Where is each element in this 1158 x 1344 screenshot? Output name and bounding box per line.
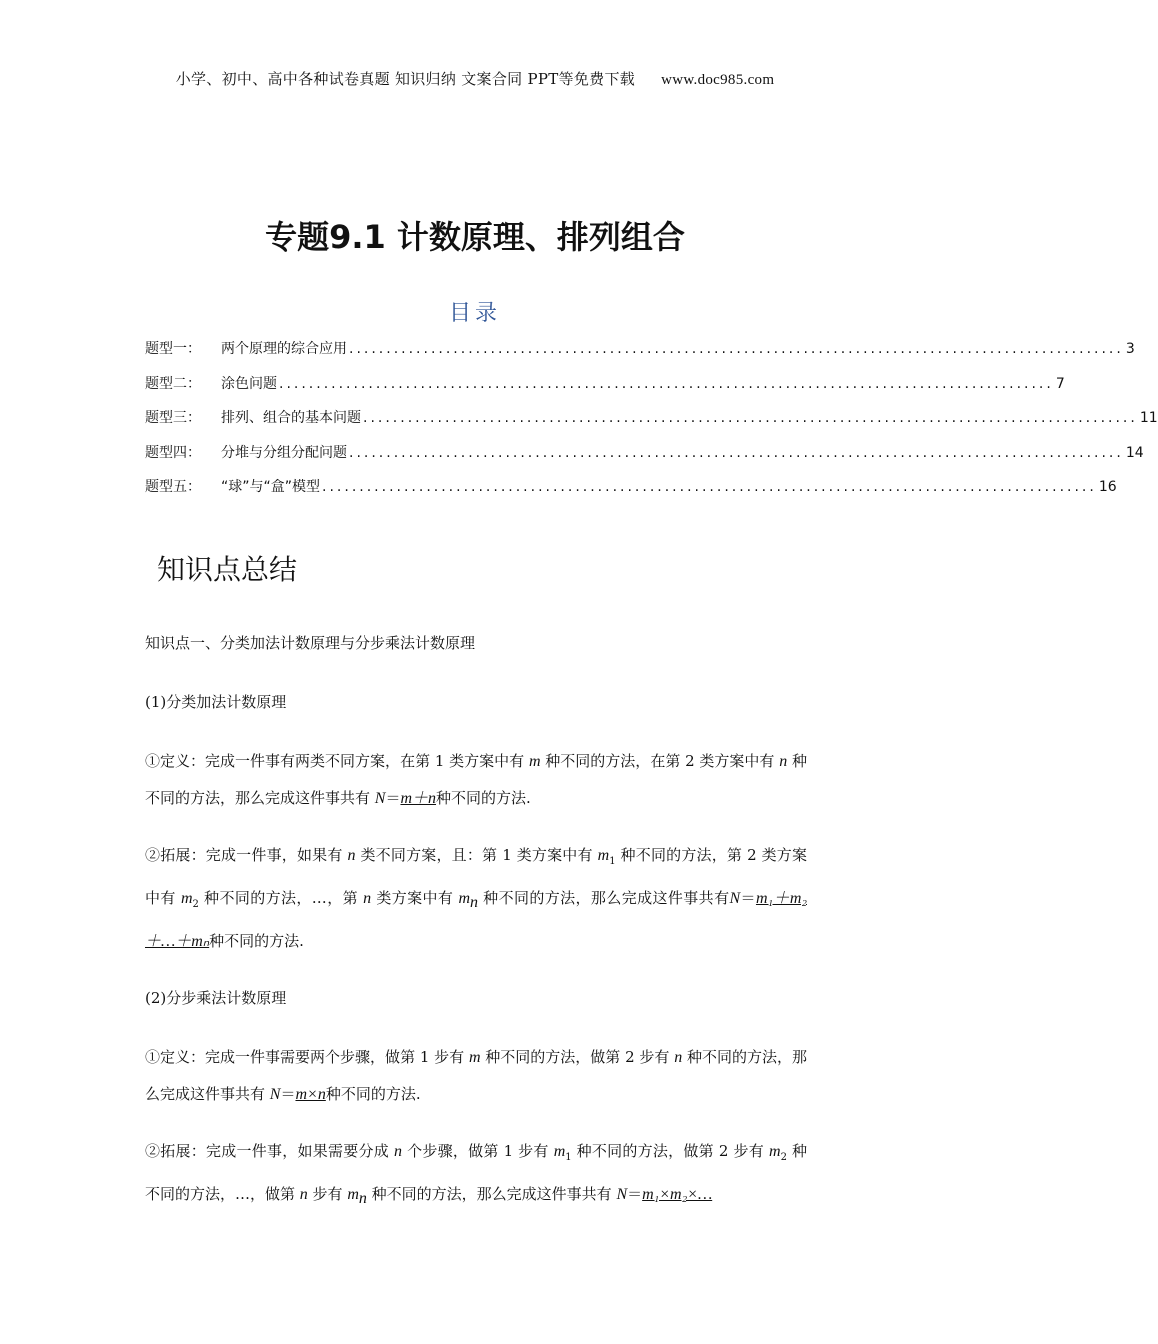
equals-sign: ＝ (385, 789, 401, 807)
text-run: 种不同的方法，那么完成这件事共有 (478, 889, 730, 907)
knowledge-point-title: 知识点一、分类加法计数原理与分步乘法计数原理 (145, 634, 476, 652)
page-title: 专题9.1 计数原理、排列组合 (265, 218, 685, 256)
toc-item[interactable] (145, 442, 1144, 477)
toc-leader: ........................................................................................................ (322, 479, 1097, 495)
text-run: 步有 (307, 1185, 348, 1203)
text-run: 种不同的方法. (436, 789, 531, 807)
math-var: n (347, 847, 356, 864)
toc-item-text: 两个原理的综合应用 (221, 341, 347, 357)
equals-sign: ＝ (740, 889, 756, 907)
header-site-link[interactable]: www.doc985.com (661, 72, 775, 88)
subscript: n (470, 894, 479, 911)
toc-item-page: 11 (1139, 410, 1158, 426)
text-run: 种不同的方法，…，第 (198, 889, 364, 907)
subscript: 2 (780, 1152, 787, 1163)
math-var: m (769, 1143, 781, 1160)
text-run: 种不同的方法. (325, 1085, 421, 1103)
toc-item-label: 题型四： (145, 444, 201, 461)
toc-item[interactable] (145, 338, 1135, 373)
table-of-contents (145, 338, 1158, 511)
subscript: 2 (192, 899, 199, 910)
toc-item-page: 14 (1125, 444, 1144, 461)
header-tagline: 小学、初中、高中各种试卷真题 知识归纳 文案合同 PPT等免费下载 (175, 70, 636, 88)
addition-principle-extension (145, 837, 807, 960)
toc-leader: ........................................................................................................ (279, 375, 1054, 392)
text-run: ②拓展：完成一件事，如果需要分成 (145, 1142, 395, 1160)
math-var: n (394, 1143, 403, 1160)
formula: m＋n (400, 790, 437, 807)
multiplication-principle-definition (145, 1039, 807, 1113)
text-run: 种不同的方法，那么完成这件事共有 (366, 1185, 617, 1203)
math-var: n (674, 1049, 683, 1066)
formula: m₁×m₂×… (642, 1186, 713, 1203)
addition-principle-definition (145, 743, 807, 817)
math-var: m (458, 890, 471, 907)
equals-sign: ＝ (627, 1185, 643, 1203)
multiplication-principle-title: (2)分步乘法计数原理 (145, 989, 287, 1007)
toc-heading: 目录 (448, 301, 501, 326)
toc-item-label: 题型一： (145, 341, 201, 357)
math-var: N (616, 1186, 628, 1203)
toc-item[interactable] (145, 373, 1065, 408)
text-run: 类方案中有 (371, 889, 459, 907)
toc-item[interactable] (145, 407, 1158, 442)
toc-item-page: 3 (1125, 341, 1135, 357)
math-var: m (180, 890, 193, 907)
math-var: n (299, 1186, 308, 1203)
text-run: ①定义：完成一件事需要两个步骤，做第 1 步有 (145, 1048, 469, 1066)
text-run: ①定义：完成一件事有两类不同方案，在第 1 类方案中有 (145, 752, 529, 770)
text-run: 种不同的方法，…，做第 (145, 1142, 807, 1203)
toc-item-text: 排列、组合的基本问题 (221, 410, 361, 426)
math-var: m (553, 1143, 566, 1160)
toc-item-label: 题型五： (145, 479, 201, 495)
toc-item-text: 涂色问题 (221, 375, 277, 392)
text-run: 种不同的方法，那么完成这件事共有 (145, 752, 807, 807)
toc-leader: ........................................................................................................ (349, 444, 1124, 461)
subscript: 1 (565, 1152, 572, 1163)
page-header (0, 68, 950, 89)
subscript: 1 (609, 856, 616, 867)
toc-leader: ........................................................................................................ (349, 341, 1124, 357)
math-var: N (374, 790, 386, 807)
text-run: 种不同的方法，做第 2 步有 (480, 1048, 675, 1066)
math-var: m (528, 753, 541, 770)
toc-item-page: 16 (1098, 479, 1117, 495)
text-run: ②拓展：完成一件事，如果有 (145, 846, 348, 864)
text-run: 类不同方案，且：第 1 类方案中有 (355, 846, 598, 864)
math-var: n (363, 890, 372, 907)
text-run: 种不同的方法，那么完成这件事共有 (145, 1048, 807, 1103)
text-run: 种不同的方法，第 2 类方案中有 (145, 846, 807, 907)
text-run: 个步骤，做第 1 步有 (402, 1142, 554, 1160)
math-var: N (729, 890, 741, 907)
content-body (145, 625, 807, 1237)
math-var: m (468, 1049, 481, 1066)
toc-leader: ........................................................................................................ (363, 410, 1138, 426)
math-var: N (269, 1086, 281, 1103)
toc-item-label: 题型三： (145, 410, 201, 426)
toc-item-text: 分堆与分组分配问题 (221, 444, 347, 461)
math-var: n (779, 753, 788, 770)
text-run: 种不同的方法. (209, 932, 304, 950)
subscript: n (358, 1190, 367, 1207)
math-var: m (597, 847, 610, 864)
formula: m₁＋m₂＋…＋mₙ (145, 890, 807, 950)
toc-item-label: 题型二： (145, 375, 201, 392)
section-heading: 知识点总结 (157, 553, 298, 586)
toc-item-text: “球”与“盒”模型 (221, 479, 321, 495)
text-run: 种不同的方法，做第 2 步有 (571, 1142, 770, 1160)
addition-principle-title: (1)分类加法计数原理 (145, 693, 287, 711)
toc-item-page: 7 (1055, 375, 1065, 392)
multiplication-principle-extension (145, 1133, 807, 1217)
toc-item[interactable] (145, 476, 1117, 511)
text-run: 种不同的方法，在第 2 类方案中有 (540, 752, 780, 770)
formula: m×n (295, 1086, 326, 1103)
equals-sign: ＝ (280, 1085, 296, 1103)
math-var: m (347, 1186, 359, 1203)
